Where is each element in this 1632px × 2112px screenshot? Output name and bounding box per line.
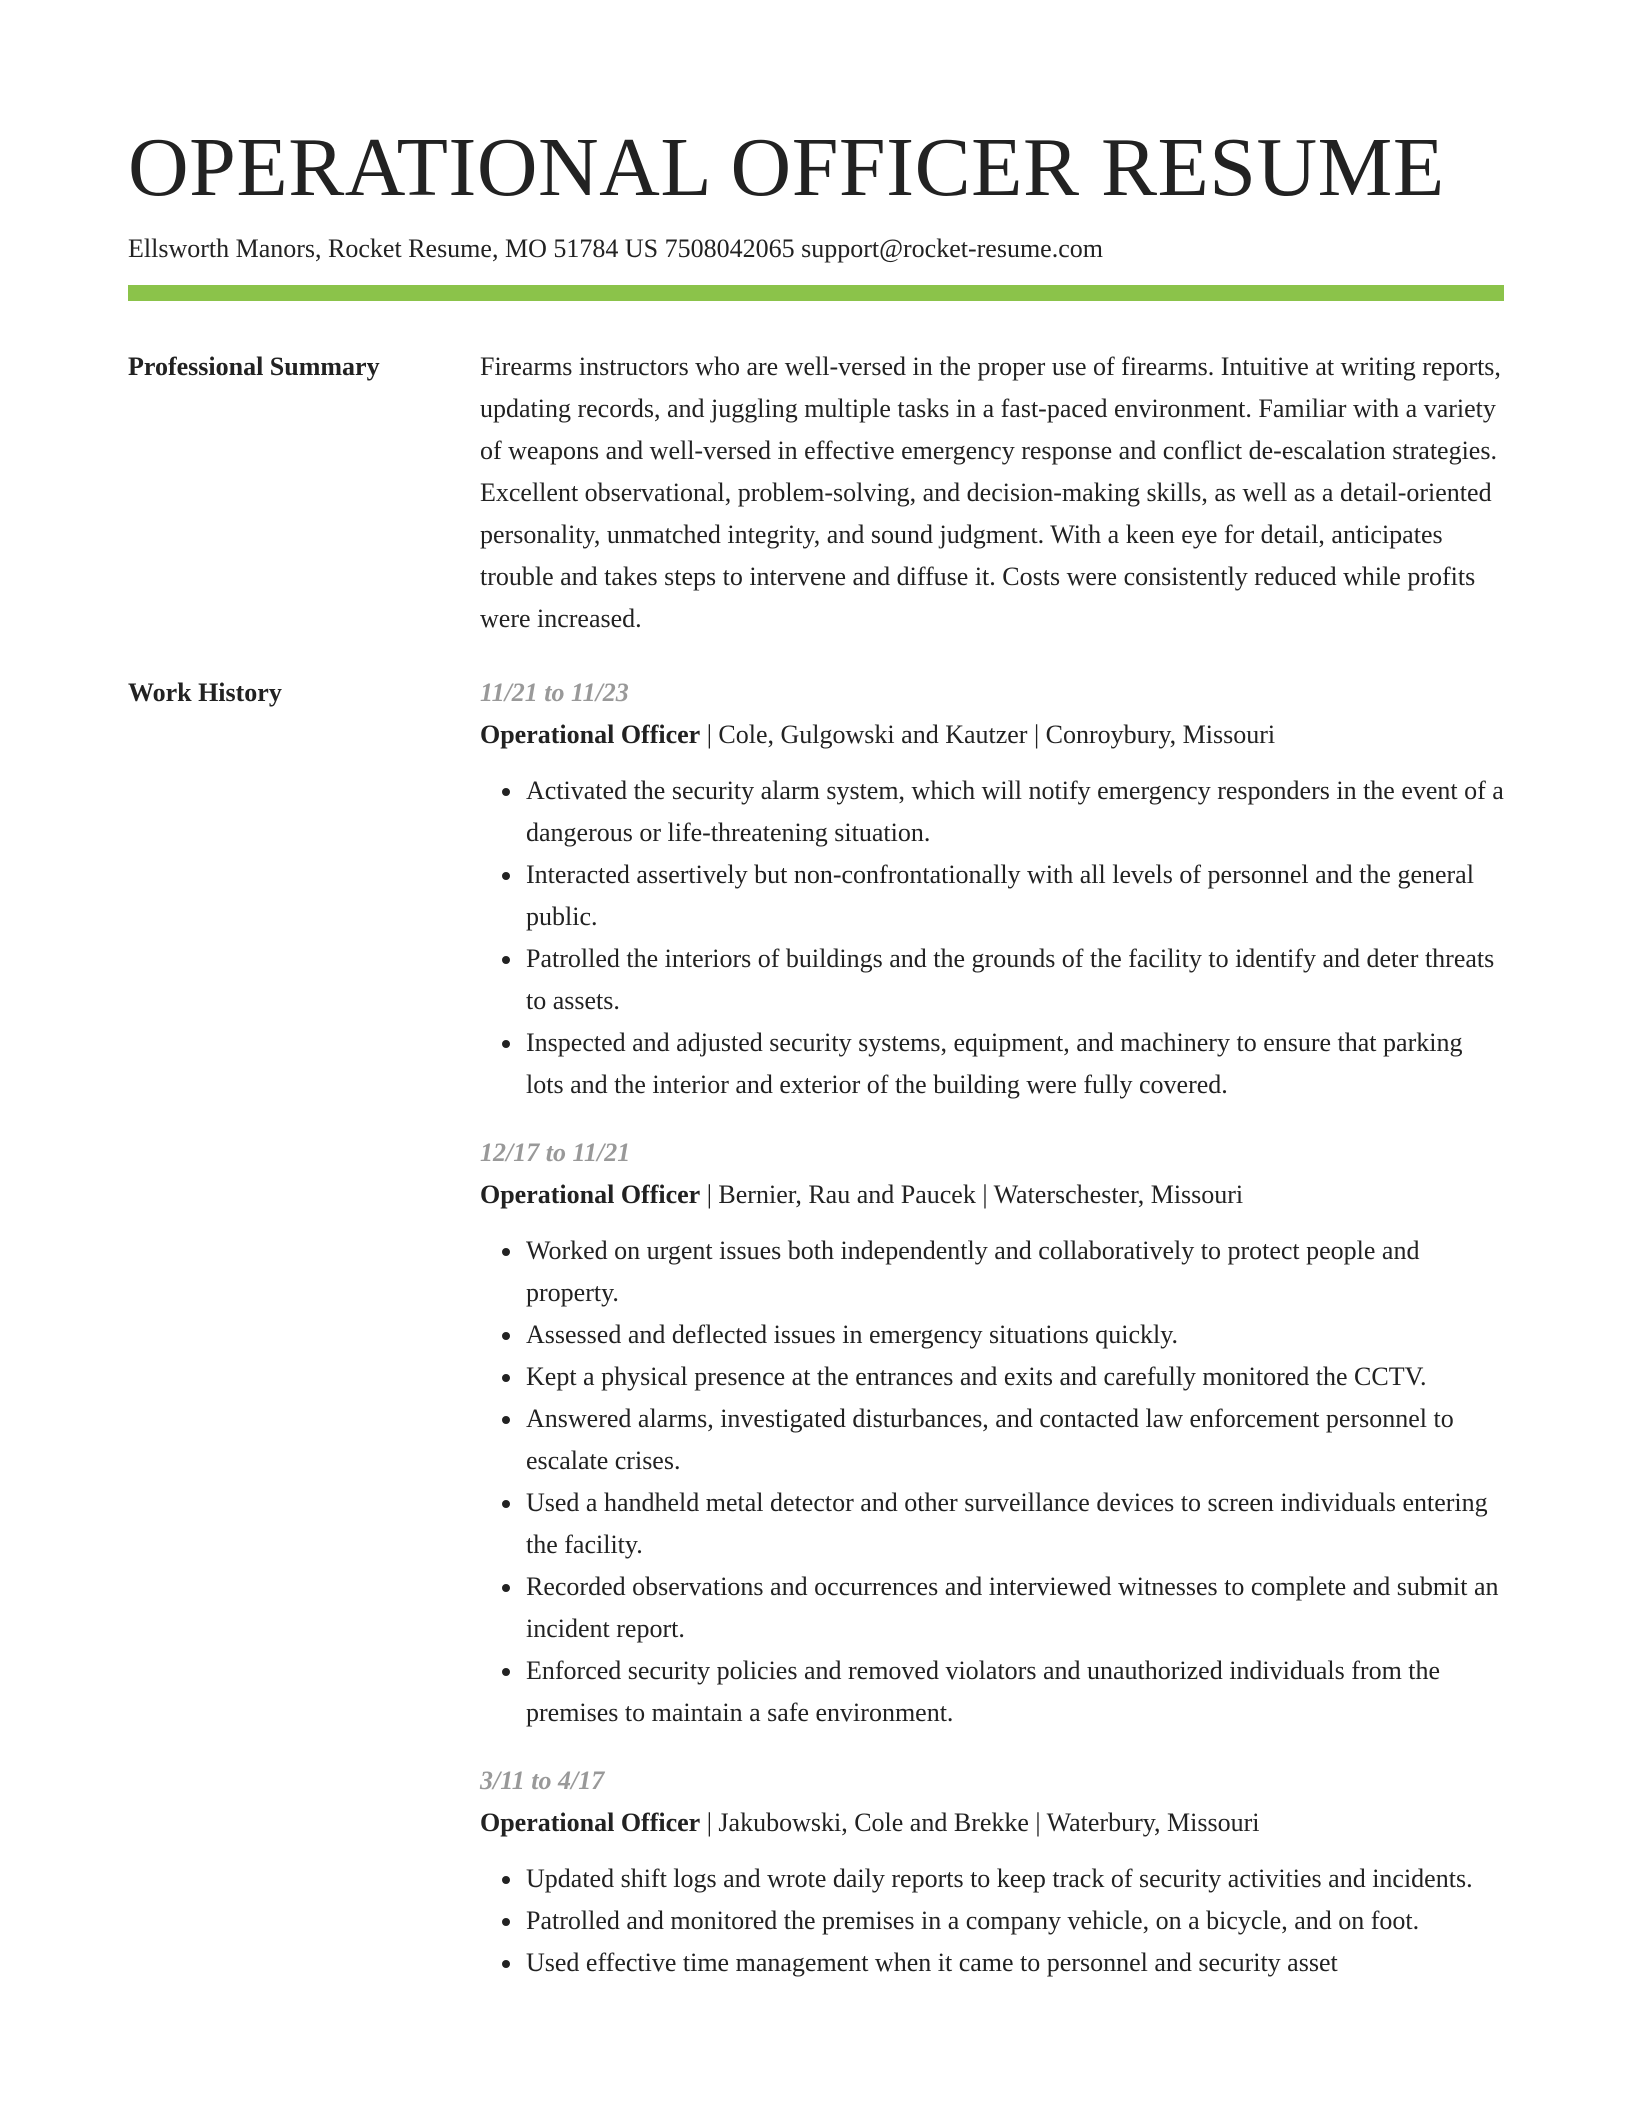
job-employer-location: | Bernier, Rau and Paucek | Waterschester, Missouri	[700, 1180, 1244, 1209]
job-duties-list	[480, 1858, 1504, 1984]
job-title: Operational Officer	[480, 1808, 701, 1837]
job-entry	[480, 672, 1504, 1106]
job-dates: 11/21 to 11/23	[480, 678, 629, 707]
job-duty-item: • Worked on urgent issues both independently and collaboratively to protect people and property.	[524, 1230, 1504, 1314]
job-dates: 3/11 to 4/17	[480, 1766, 605, 1795]
job-duties-list	[480, 770, 1504, 1106]
summary-text: Firearms instructors who are well-versed in the proper use of firearms. Intuitive at writing reports, updating records, and juggling multiple tasks in a fast-paced environment. Familiar with a variety of weapons and well-versed in effective emergency response and conflict de-escalation strategies. Excellent observational, problem-solving, and decision-making skills, as well as a detail-oriented personality, unmatched integrity, and sound judgment. With a keen eye for detail, anticipates trouble and takes steps to intervene and diffuse it. Costs were consistently reduced while profits were increased.	[480, 352, 1501, 633]
job-title: Operational Officer	[480, 720, 701, 749]
job-duty-item: • Used effective time management when it came to personnel and security asset	[524, 1942, 1504, 1984]
job-employer-location: | Cole, Gulgowski and Kautzer | Conroybury, Missouri	[700, 720, 1276, 749]
job-duty-item: • Patrolled and monitored the premises in a company vehicle, on a bicycle, and on foot.	[524, 1900, 1504, 1942]
summary-body	[480, 346, 1504, 640]
section-label-work-history: Work History	[128, 678, 282, 707]
job-entry	[480, 1132, 1504, 1734]
job-heading	[480, 1802, 1504, 1844]
job-heading	[480, 714, 1504, 756]
contact-line: Ellsworth Manors, Rocket Resume, MO 51784 US 7508042065 support@rocket-resume.com	[128, 234, 1103, 263]
header-divider	[128, 285, 1504, 301]
resume-page	[128, 0, 1504, 2112]
job-dates: 12/17 to 11/21	[480, 1138, 631, 1167]
job-duty-item: • Enforced security policies and removed violators and unauthorized individuals from the premises to maintain a safe environment.	[524, 1650, 1504, 1734]
resume-title: OPERATIONAL OFFICER RESUME	[128, 121, 1445, 214]
job-duty-item: • Activated the security alarm system, which will notify emergency responders in the event of a dangerous or life-threatening situation.	[524, 770, 1504, 854]
job-entry	[480, 1760, 1504, 1984]
job-duty-item: • Patrolled the interiors of buildings and the grounds of the facility to identify and deter threats to assets.	[524, 938, 1504, 1022]
job-duty-item: • Used a handheld metal detector and other surveillance devices to screen individuals entering the facility.	[524, 1482, 1504, 1566]
job-employer-location: | Jakubowski, Cole and Brekke | Waterbury, Missouri	[700, 1808, 1260, 1837]
job-duty-item: • Assessed and deflected issues in emergency situations quickly.	[524, 1314, 1504, 1356]
job-duty-item: • Updated shift logs and wrote daily reports to keep track of security activities and incidents.	[524, 1858, 1504, 1900]
job-duty-item: • Inspected and adjusted security systems, equipment, and machinery to ensure that parking lots and the interior and exterior of the building were fully covered.	[524, 1022, 1504, 1106]
section-label-professional-summary: Professional Summary	[128, 352, 380, 381]
work-history-body	[480, 672, 1504, 2010]
job-duty-item: • Interacted assertively but non-confrontationally with all levels of personnel and the general public.	[524, 854, 1504, 938]
job-heading	[480, 1174, 1504, 1216]
job-duty-item: • Answered alarms, investigated disturbances, and contacted law enforcement personnel to escalate crises.	[524, 1398, 1504, 1482]
job-duties-list	[480, 1230, 1504, 1734]
job-title: Operational Officer	[480, 1180, 701, 1209]
job-duty-item: • Recorded observations and occurrences and interviewed witnesses to complete and submit an incident report.	[524, 1566, 1504, 1650]
job-duty-item: • Kept a physical presence at the entrances and exits and carefully monitored the CCTV.	[524, 1356, 1504, 1398]
